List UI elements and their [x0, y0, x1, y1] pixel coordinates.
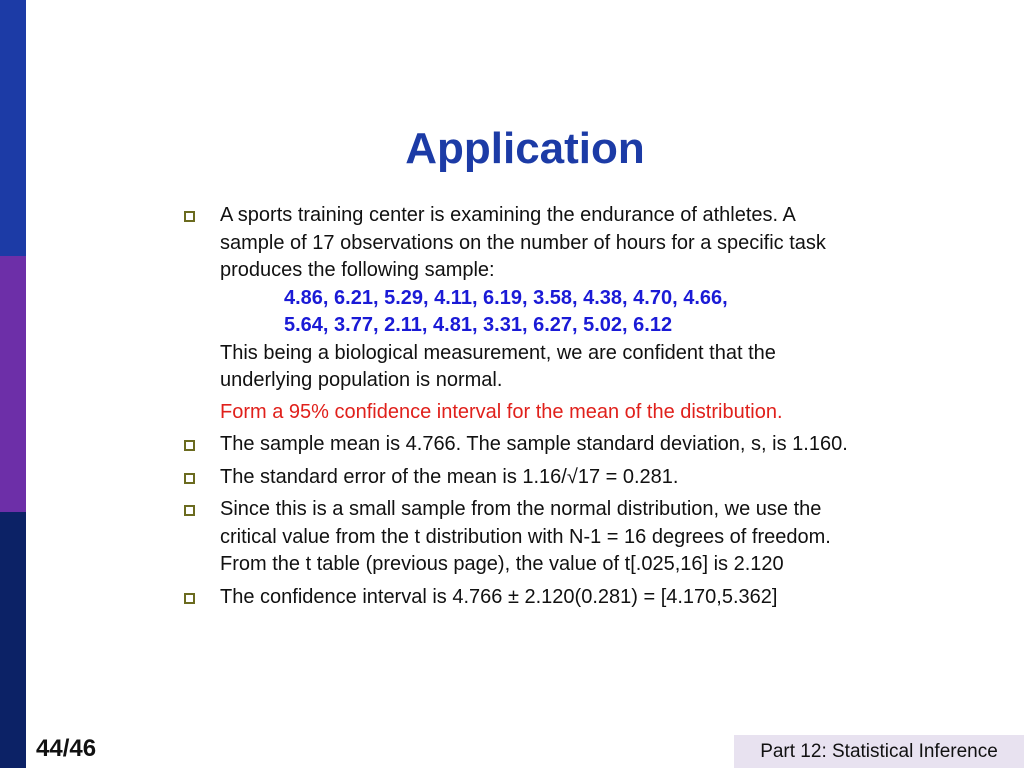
footer-section-label: Part 12: Statistical Inference	[734, 735, 1024, 768]
bullet-text-line: The confidence interval is 4.766 ± 2.120(0.281) = [4.170,5.362]	[220, 585, 778, 608]
square-bullet-icon	[184, 473, 195, 484]
square-bullet-icon	[184, 211, 195, 222]
bullet-text-line: critical value from the t distribution with N-1 = 16 degrees of freedom.	[220, 525, 831, 548]
sample-data-line: 4.86, 6.21, 5.29, 4.11, 6.19, 3.58, 4.38, 4.70, 4.66,	[284, 286, 728, 309]
bullet-text-line: The standard error of the mean is 1.16/√17 = 0.281.	[220, 465, 679, 488]
page-number: 44/46	[36, 735, 97, 762]
slide-title: Application	[405, 124, 645, 173]
bullet-text-line: sample of 17 observations on the number of hours for a specific task	[220, 231, 826, 254]
square-bullet-icon	[184, 505, 195, 516]
square-bullet-icon	[184, 593, 195, 604]
sidebar-band-purple	[0, 256, 26, 512]
slide-content	[180, 202, 970, 611]
square-bullet-icon	[184, 440, 195, 451]
sidebar-decoration	[0, 0, 26, 768]
bullet-text-line: This being a biological measurement, we are confident that the	[220, 341, 776, 364]
bullet-critical-value	[180, 496, 970, 579]
bullet-text-line: produces the following sample:	[220, 259, 495, 281]
bullet-text-line: Since this is a small sample from the normal distribution, we use the	[220, 498, 822, 520]
bullet-text-line: A sports training center is examining the endurance of athletes. A	[220, 204, 796, 226]
bullet-sample-mean	[180, 431, 970, 459]
task-statement: Form a 95% confidence interval for the mean of the distribution.	[220, 400, 783, 423]
bullet-problem-statement	[180, 202, 970, 426]
sidebar-band-navy	[0, 512, 26, 768]
sidebar-band-blue	[0, 0, 26, 256]
bullet-confidence-interval	[180, 584, 970, 612]
sample-data-line: 5.64, 3.77, 2.11, 4.81, 3.31, 6.27, 5.02, 6.12	[284, 314, 673, 336]
bullet-text-line: underlying population is normal.	[220, 369, 503, 391]
bullet-text-line: From the t table (previous page), the value of t[.025,16] is 2.120	[220, 553, 784, 575]
bullet-text-line: The sample mean is 4.766. The sample standard deviation, s, is 1.160.	[220, 433, 848, 455]
bullet-standard-error	[180, 464, 970, 492]
